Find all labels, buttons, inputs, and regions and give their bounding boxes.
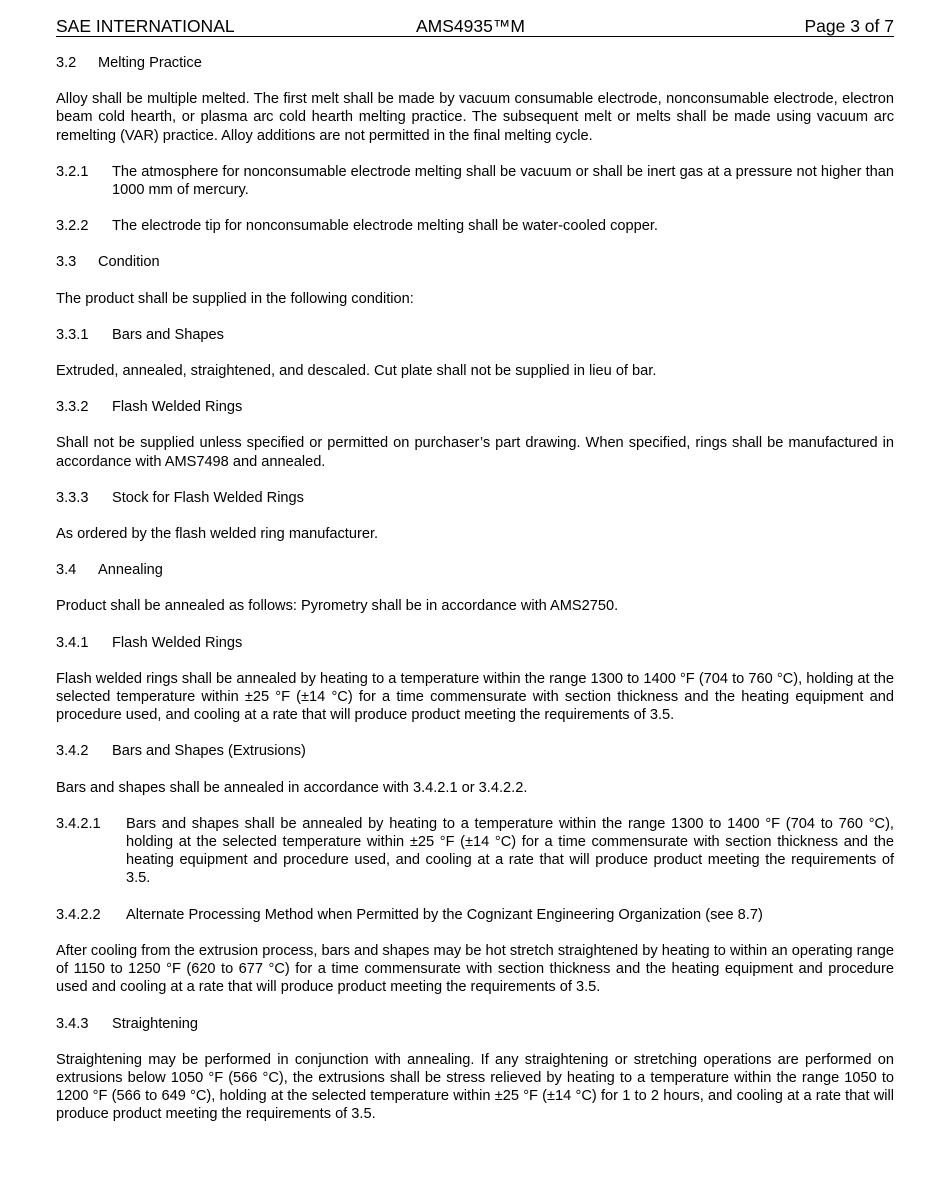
paragraph-text: The atmosphere for nonconsumable electrode melting shall be vacuum or shall be inert gas at a pressure not higher than 1000 mm of mercury. bbox=[112, 163, 894, 199]
section-title: Straightening bbox=[112, 1015, 199, 1032]
section-number: 3.2 bbox=[56, 55, 77, 71]
section-heading bbox=[56, 1015, 894, 1033]
section-heading bbox=[56, 561, 894, 579]
section-heading bbox=[56, 326, 894, 344]
section-paragraph: Alloy shall be multiple melted. The first melt shall be made by vacuum consumable electrode, nonconsumable electrode, electron beam cold hearth, or plasma arc cold hearth melting practice. The subsequent melt or melts shall be made using vacuum arc remelting (VAR) practice. Alloy additions are not permitted in the final melting cycle. bbox=[56, 91, 894, 144]
paragraph-text: The electrode tip for nonconsumable electrode melting shall be water-cooled copper. bbox=[112, 218, 658, 235]
section-title: Flash Welded Rings bbox=[112, 634, 243, 651]
document-body bbox=[56, 54, 894, 1124]
section-number: 3.4 bbox=[56, 562, 77, 579]
section-heading bbox=[56, 253, 894, 271]
section-title: Alternate Processing Method when Permitted by the Cognizant Engineering Organization (see 8.7) bbox=[126, 906, 763, 923]
section-title: Flash Welded Rings bbox=[112, 399, 243, 416]
section-heading bbox=[56, 54, 894, 72]
section-number: 3.4.1 bbox=[56, 634, 89, 651]
page-header bbox=[56, 14, 894, 37]
section-number: 3.4.2.1 bbox=[56, 815, 101, 832]
section-title: Annealing bbox=[98, 562, 163, 579]
numbered-paragraph bbox=[56, 217, 894, 235]
section-title: Condition bbox=[98, 254, 160, 271]
section-heading bbox=[56, 634, 894, 652]
section-paragraph: As ordered by the flash welded ring manufacturer. bbox=[56, 526, 379, 543]
section-number: 3.2.1 bbox=[56, 163, 89, 180]
section-paragraph: Flash welded rings shall be annealed by heating to a temperature within the range 1300 to 1400 °F (704 to 760 °C), holding at the selected temperature within ±25 °F (±14 °C) for a time commensurate with section thickness and the heating equipment and procedure used, and cooling at a rate that will produce product meeting the requirements of 3.5. bbox=[56, 670, 894, 724]
numbered-paragraph bbox=[56, 163, 894, 199]
section-paragraph: Extruded, annealed, straightened, and descaled. Cut plate shall not be supplied in lieu of bar. bbox=[56, 363, 657, 380]
section-title: Melting Practice bbox=[98, 55, 202, 71]
header-org: SAE INTERNATIONAL bbox=[56, 16, 235, 36]
section-paragraph: Bars and shapes shall be annealed in accordance with 3.4.2.1 or 3.4.2.2. bbox=[56, 779, 528, 796]
section-heading bbox=[56, 489, 894, 507]
section-paragraph: Shall not be supplied unless specified or permitted on purchaser’s part drawing. When specified, rings shall be manufactured in accordance with AMS7498 and annealed. bbox=[56, 435, 894, 470]
section-paragraph: Product shall be annealed as follows: Pyrometry shall be in accordance with AMS2750. bbox=[56, 598, 619, 615]
section-paragraph: After cooling from the extrusion process, bars and shapes may be hot stretch straightened by heating to within an operating range of 1150 to 1250 °F (620 to 677 °C) for a time commensurate with section thickness and the heating equipment and procedure used and cooling at a rate that will produce product meeting the requirements of 3.5. bbox=[56, 942, 894, 996]
paragraph-text: Bars and shapes shall be annealed by heating to a temperature within the range 1300 to 1400 °F (704 to 760 °C), holding at the selected temperature within ±25 °F (±14 °C) for a time commensurate with section thickness and the heating equipment and procedure used, and cooling at a rate that will produce product meeting the requirements of 3.5. bbox=[126, 815, 894, 887]
section-paragraph: The product shall be supplied in the following condition: bbox=[56, 290, 414, 307]
section-heading bbox=[56, 742, 894, 760]
section-paragraph: Straightening may be performed in conjunction with annealing. If any straightening or stretching operations are performed on extrusions below 1050 °F (566 °C), the extrusions shall be stress relieved by heating to a temperature within the range 1050 to 1200 °F (566 to 649 °C), holding at the selected temperature within ±25 °F (±14 °C) for 1 to 2 hours, and cooling at a rate that will produce product meeting the requirements of 3.5. bbox=[56, 1051, 894, 1123]
section-number: 3.4.3 bbox=[56, 1015, 89, 1032]
section-title: Stock for Flash Welded Rings bbox=[112, 489, 304, 506]
section-title: Bars and Shapes (Extrusions) bbox=[112, 743, 306, 760]
header-doc-id: AMS4935™M bbox=[416, 16, 525, 36]
section-number: 3.3.2 bbox=[56, 399, 89, 416]
section-heading bbox=[56, 906, 894, 924]
section-number: 3.3 bbox=[56, 254, 77, 271]
section-heading bbox=[56, 398, 894, 416]
header-page-number: Page 3 of 7 bbox=[804, 16, 894, 36]
numbered-paragraph bbox=[56, 815, 894, 888]
section-number: 3.4.2.2 bbox=[56, 906, 101, 923]
section-number: 3.3.1 bbox=[56, 326, 89, 343]
section-number: 3.2.2 bbox=[56, 218, 89, 235]
section-number: 3.3.3 bbox=[56, 489, 89, 506]
section-title: Bars and Shapes bbox=[112, 326, 224, 343]
section-number: 3.4.2 bbox=[56, 743, 89, 760]
